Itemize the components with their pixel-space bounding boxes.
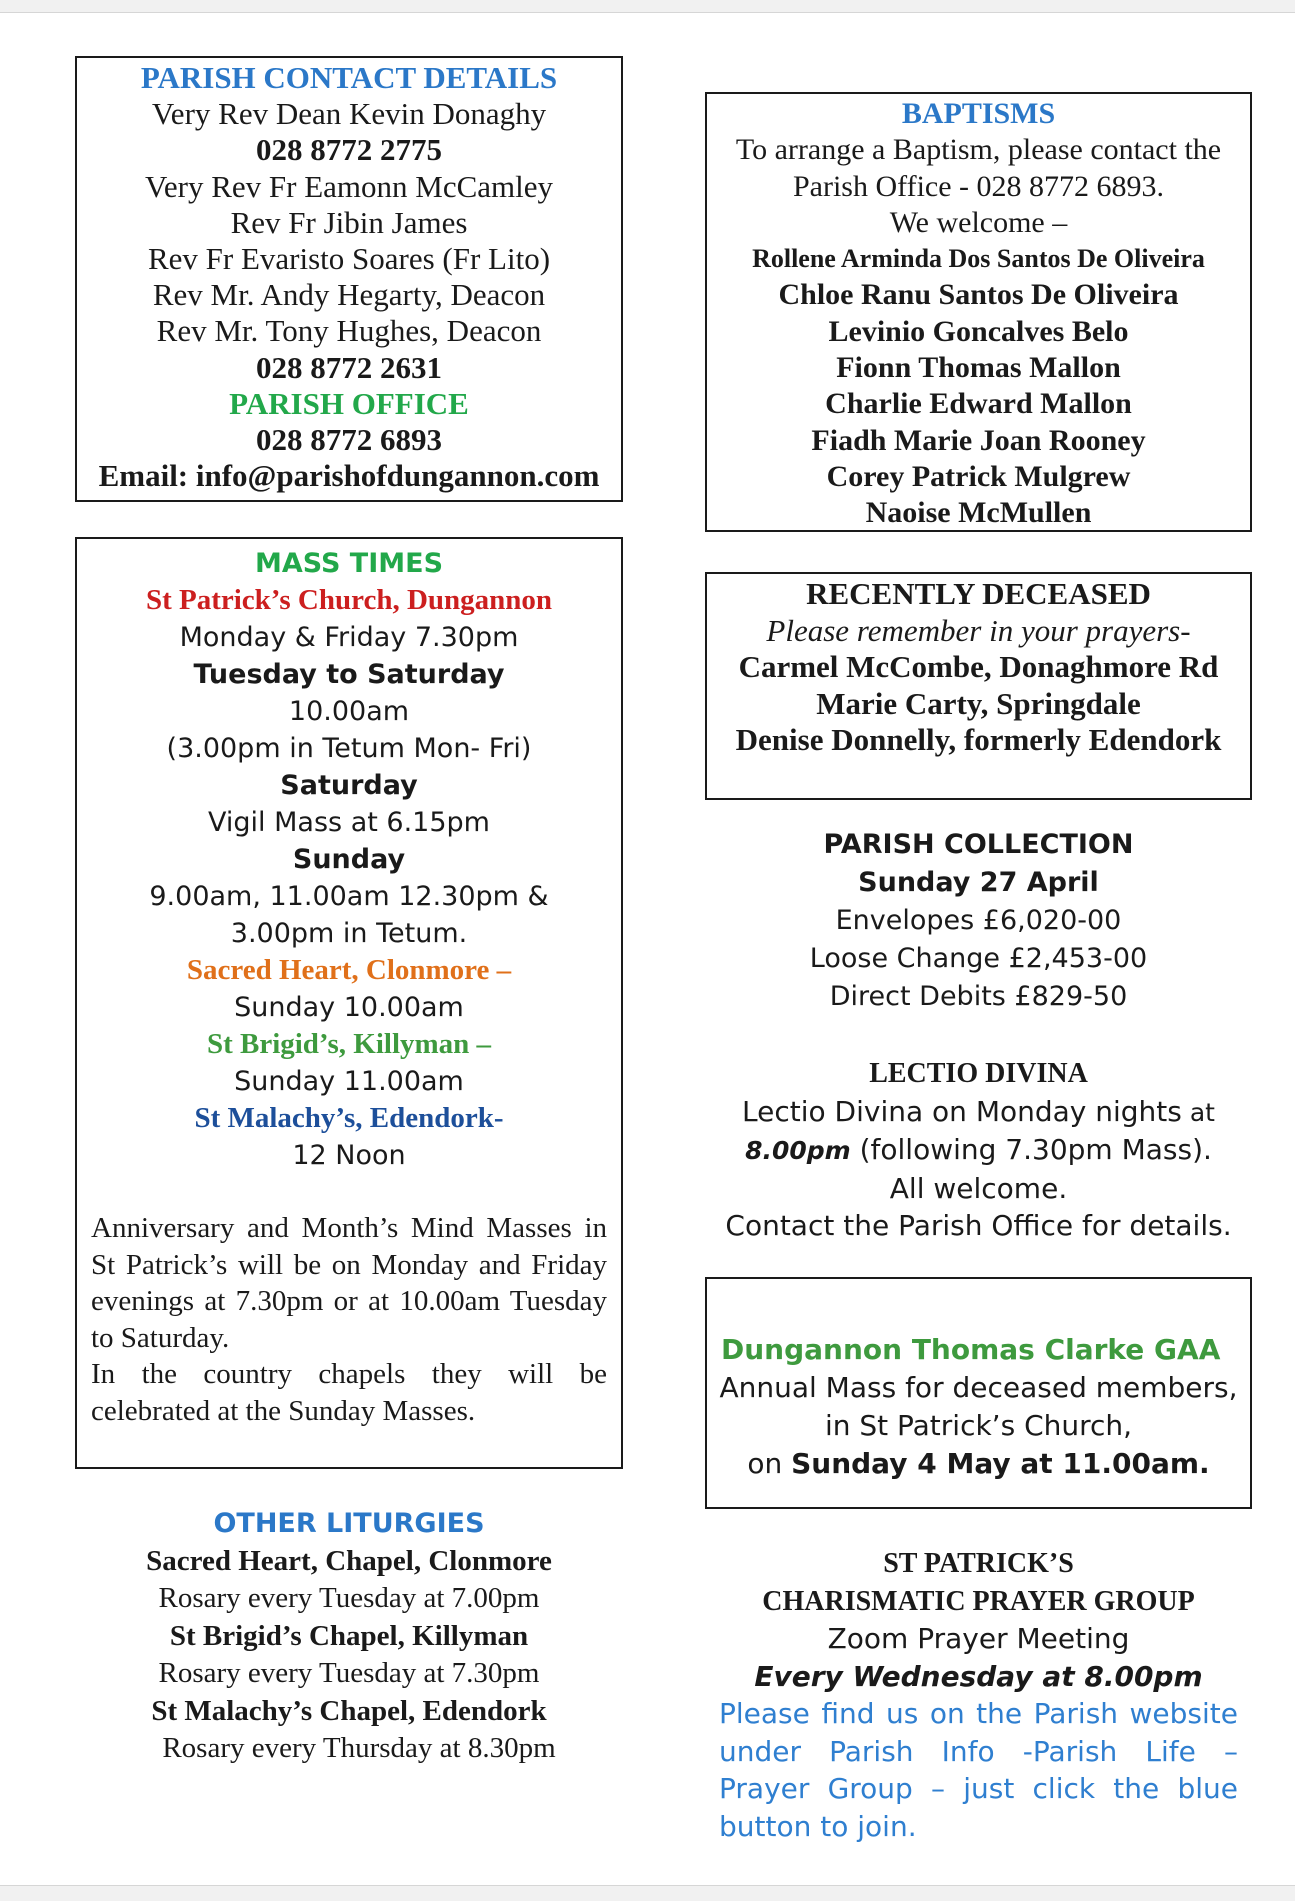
mass-time: Vigil Mass at 6.15pm xyxy=(208,807,490,838)
gaa-date xyxy=(707,1445,1250,1483)
contact-title: PARISH CONTACT DETAILS xyxy=(140,60,558,95)
contact-line: Rev Mr. Tony Hughes, Deacon xyxy=(156,313,542,349)
window-bottom-edge xyxy=(0,1885,1295,1901)
baptism-name: Fionn Thomas Mallon xyxy=(836,351,1121,385)
collection-envelopes: Envelopes £6,020-00 xyxy=(835,905,1122,936)
mass-time: (3.00pm in Tetum Mon- Fri) xyxy=(166,733,532,764)
baptisms-text: To arrange a Baptism, please contact the xyxy=(735,133,1222,167)
lectio-contact: Contact the Parish Office for details. xyxy=(725,1209,1232,1242)
collection-title: PARISH COLLECTION xyxy=(823,829,1134,860)
lectio-time-bold: 8.00pm xyxy=(745,1136,851,1165)
chapel-name: Sacred Heart, Chapel, Clonmore xyxy=(146,1544,552,1577)
anniversary-note xyxy=(77,1210,621,1429)
mass-times-title: MASS TIMES xyxy=(254,548,444,579)
other-liturgies-section xyxy=(75,1505,623,1768)
lectio-text-a: Lectio Divina on Monday nights xyxy=(742,1094,1182,1128)
contact-phone: 028 8772 2631 xyxy=(256,349,442,385)
baptism-name: Rollene Arminda Dos Santos De Oliveira xyxy=(752,244,1205,274)
gaa-text: Annual Mass for deceased members, xyxy=(719,1371,1238,1404)
recently-deceased-box xyxy=(705,572,1252,800)
baptism-name: Chloe Ranu Santos De Oliveira xyxy=(778,278,1179,312)
prayer-group-info xyxy=(705,1695,1252,1845)
prayer-group-text: Please find us on the Parish website under Parish Info -Parish Life – Prayer Group – just click the blue button to join. xyxy=(719,1697,1238,1843)
mass-day: Saturday xyxy=(280,770,418,801)
church-name: St Patrick’s Church, Dungannon xyxy=(145,584,553,616)
deceased-name: Carmel McCombe, Donaghmore Rd xyxy=(738,649,1219,684)
lectio-text-b: at xyxy=(1181,1097,1215,1127)
mass-time: 10.00am xyxy=(288,696,410,727)
mass-time: 12 Noon xyxy=(292,1140,406,1171)
chapel-name: St Malachy’s Chapel, Edendork xyxy=(151,1694,547,1727)
gaa-text: in St Patrick’s Church, xyxy=(824,1409,1133,1442)
anniversary-text: Anniversary and Month’s Mind Masses in St Patrick’s will be on Monday and Friday evenings at 7.30pm or at 10.00am Tuesday to Saturday. xyxy=(91,1212,607,1354)
mass-time: 9.00am, 11.00am 12.30pm & xyxy=(149,881,549,912)
collection-date: Sunday 27 April xyxy=(858,867,1099,898)
church-name: St Brigid’s, Killyman – xyxy=(206,1028,492,1060)
deceased-name: Denise Donnelly, formerly Edendork xyxy=(735,722,1222,757)
baptisms-text: We welcome – xyxy=(889,205,1068,239)
baptisms-title: BAPTISMS xyxy=(901,97,1056,130)
lectio-divina-section xyxy=(705,1055,1252,1245)
prayer-meeting: Zoom Prayer Meeting xyxy=(827,1622,1130,1655)
chapel-name: St Brigid’s Chapel, Killyman xyxy=(169,1619,529,1652)
gaa-date-bold: Sunday 4 May at 11.00am. xyxy=(791,1447,1210,1480)
prayer-group-section xyxy=(705,1545,1252,1845)
gaa-mass-box xyxy=(705,1277,1252,1509)
lectio-time-rest: (following 7.30pm Mass). xyxy=(850,1133,1212,1166)
mass-time: Monday & Friday 7.30pm xyxy=(179,622,519,653)
lectio-text xyxy=(705,1093,1252,1132)
mass-time: 3.00pm in Tetum. xyxy=(230,918,468,949)
contact-line: Very Rev Fr Eamonn McCamley xyxy=(144,168,554,204)
lectio-time xyxy=(705,1131,1252,1170)
collection-loose-change: Loose Change £2,453-00 xyxy=(809,943,1148,974)
baptisms-box xyxy=(705,92,1252,532)
other-liturgies-title: OTHER LITURGIES xyxy=(213,1508,485,1539)
parish-contact-box xyxy=(75,56,623,502)
mass-time: Sunday 11.00am xyxy=(234,1066,464,1097)
baptism-name: Fiadh Marie Joan Rooney xyxy=(811,423,1146,457)
contact-line: Rev Mr. Andy Hegarty, Deacon xyxy=(152,277,546,313)
mass-times-box xyxy=(75,537,623,1469)
gaa-title: Dungannon Thomas Clarke GAA xyxy=(721,1333,1221,1366)
parish-collection-section xyxy=(705,826,1252,1016)
contact-line: Rev Fr Evaristo Soares (Fr Lito) xyxy=(147,241,551,277)
contact-email: Email: info@parishofdungannon.com xyxy=(98,458,600,494)
prayer-schedule: Every Wednesday at 8.00pm xyxy=(754,1659,1203,1693)
deceased-name: Marie Carty, Springdale xyxy=(816,685,1141,721)
deceased-subtitle: Please remember in your prayers- xyxy=(766,612,1191,648)
window-top-edge xyxy=(0,0,1295,13)
rosary-time: Rosary every Thursday at 8.30pm xyxy=(162,1732,556,1764)
baptism-name: Charlie Edward Mallon xyxy=(825,387,1132,421)
baptism-name: Corey Patrick Mulgrew xyxy=(826,459,1131,493)
lectio-welcome: All welcome. xyxy=(889,1171,1068,1205)
parish-office-phone: 028 8772 6893 xyxy=(256,422,442,458)
mass-time: Sunday 10.00am xyxy=(234,992,464,1023)
mass-day: Sunday xyxy=(292,844,406,875)
rosary-time: Rosary every Tuesday at 7.30pm xyxy=(158,1657,540,1689)
prayer-group-title: ST PATRICK’S xyxy=(883,1548,1074,1579)
baptisms-text: Parish Office - 028 8772 6893. xyxy=(792,169,1165,203)
gaa-date-prefix: on xyxy=(747,1447,792,1480)
country-chapels-text: In the country chapels they will be celebrated at the Sunday Masses. xyxy=(91,1358,607,1427)
baptism-name: Levinio Goncalves Belo xyxy=(828,314,1129,348)
church-name: Sacred Heart, Clonmore – xyxy=(186,954,512,986)
collection-direct-debits: Direct Debits £829-50 xyxy=(829,981,1128,1012)
mass-day: Tuesday to Saturday xyxy=(193,659,505,690)
lectio-title: LECTIO DIVINA xyxy=(869,1058,1088,1089)
contact-line: Very Rev Dean Kevin Donaghy xyxy=(151,96,547,132)
prayer-group-title: CHARISMATIC PRAYER GROUP xyxy=(762,1585,1195,1617)
deceased-title: RECENTLY DECEASED xyxy=(806,576,1151,611)
parish-office-title: PARISH OFFICE xyxy=(229,385,469,421)
contact-line: Rev Fr Jibin James xyxy=(230,204,468,240)
church-name: St Malachy’s, Edendork- xyxy=(194,1102,504,1134)
rosary-time: Rosary every Tuesday at 7.00pm xyxy=(158,1582,540,1614)
contact-phone: 028 8772 2775 xyxy=(256,132,442,168)
baptism-name: Naoise McMullen xyxy=(865,496,1092,530)
